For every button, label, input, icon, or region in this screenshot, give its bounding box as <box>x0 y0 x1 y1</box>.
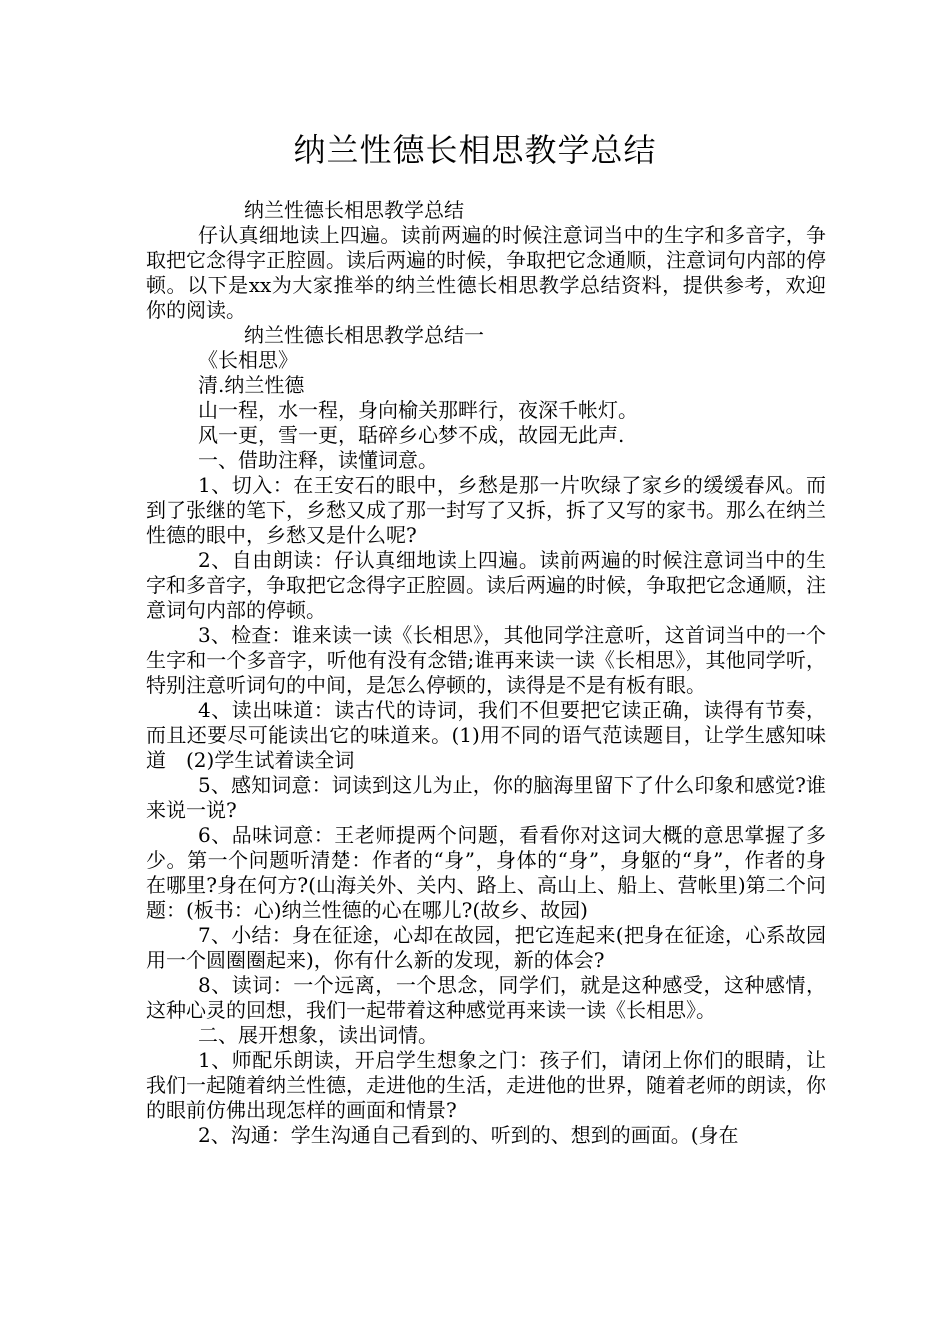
paragraph: 纳兰性德长相思教学总结 <box>244 198 464 222</box>
paragraph: 清.纳兰性德 <box>198 373 305 397</box>
paragraph: 山一程，水一程，身向榆关那畔行，夜深千帐灯。 <box>198 398 638 422</box>
paragraph: 一、借助注释，读懂词意。 <box>198 448 438 472</box>
paragraph: 《长相思》 <box>198 348 298 372</box>
paragraph: 7、小结：身在征途，心却在故园，把它连起来(把身在征途，心系故园用一个圆圈圈起来)，你有什么新的发现，新的体会? <box>146 923 826 972</box>
paragraph: 2、自由朗读：仔认真细地读上四遍。读前两遍的时候注意词当中的生字和多音字，争取把它念得字正腔圆。读后两遍的时候，争取把它念通顺，注意词句内部的停顿。 <box>146 548 826 622</box>
paragraph: 仔认真细地读上四遍。读前两遍的时候注意词当中的生字和多音字，争取把它念得字正腔圆。读后两遍的时候，争取把它念通顺，注意词句内部的停顿。以下是xx为大家推举的纳兰性德长相思教学总结资料，提供参考，欢迎你的阅读。 <box>146 223 826 322</box>
paragraph: 1、切入：在王安石的眼中，乡愁是那一片吹绿了家乡的缓缓春风。而到了张继的笔下，乡愁又成了那一封写了又拆，拆了又写的家书。那么在纳兰性德的眼中，乡愁又是什么呢? <box>146 473 826 547</box>
document-title: 纳兰性德长相思教学总结 <box>293 131 657 169</box>
paragraph: 1、师配乐朗读，开启学生想象之门：孩子们，请闭上你们的眼睛，让我们一起随着纳兰性德，走进他的生活，走进他的世界，随着老师的朗读，你的眼前仿佛出现怎样的画面和情景? <box>146 1048 826 1122</box>
paragraph: 2、沟通：学生沟通自己看到的、听到的、想到的画面。(身在 <box>198 1123 739 1147</box>
paragraph: 6、品味词意：王老师提两个问题，看看你对这词大概的意思掌握了多少。第一个问题听清楚：作者的“身”，身体的“身”，身躯的“身”，作者的身在哪里?身在何方?(山海关外、关内、路上、高山上、船上、营帐里)第二个问题：(板书：心)纳兰性德的心在哪儿?(故乡、故园) <box>146 823 826 922</box>
paragraph: 3、检查：谁来读一读《长相思》，其他同学注意听，这首词当中的一个生字和一个多音字，听他有没有念错;谁再来读一读《长相思》，其他同学听，特别注意听词句的中间，是怎么停顿的，读得是不是有板有眼。 <box>146 623 826 697</box>
document-body <box>146 198 826 1148</box>
paragraph: 纳兰性德长相思教学总结一 <box>244 323 484 347</box>
paragraph: 4、读出味道：读古代的诗词，我们不但要把它读正确，读得有节奏，而且还要尽可能读出它的味道来。(1)用不同的语气范读题目，让学生感知味道 (2)学生试着读全词 <box>146 698 826 772</box>
paragraph: 8、读词：一个远离，一个思念，同学们，就是这种感受，这种感情，这种心灵的回想，我们一起带着这种感觉再来读一读《长相思》。 <box>146 973 826 1022</box>
paragraph: 5、感知词意：词读到这儿为止，你的脑海里留下了什么印象和感觉?谁来说一说? <box>146 773 826 822</box>
paragraph: 二、展开想象，读出词情。 <box>198 1023 438 1047</box>
paragraph: 风一更，雪一更，聒碎乡心梦不成，故园无此声. <box>198 423 625 447</box>
